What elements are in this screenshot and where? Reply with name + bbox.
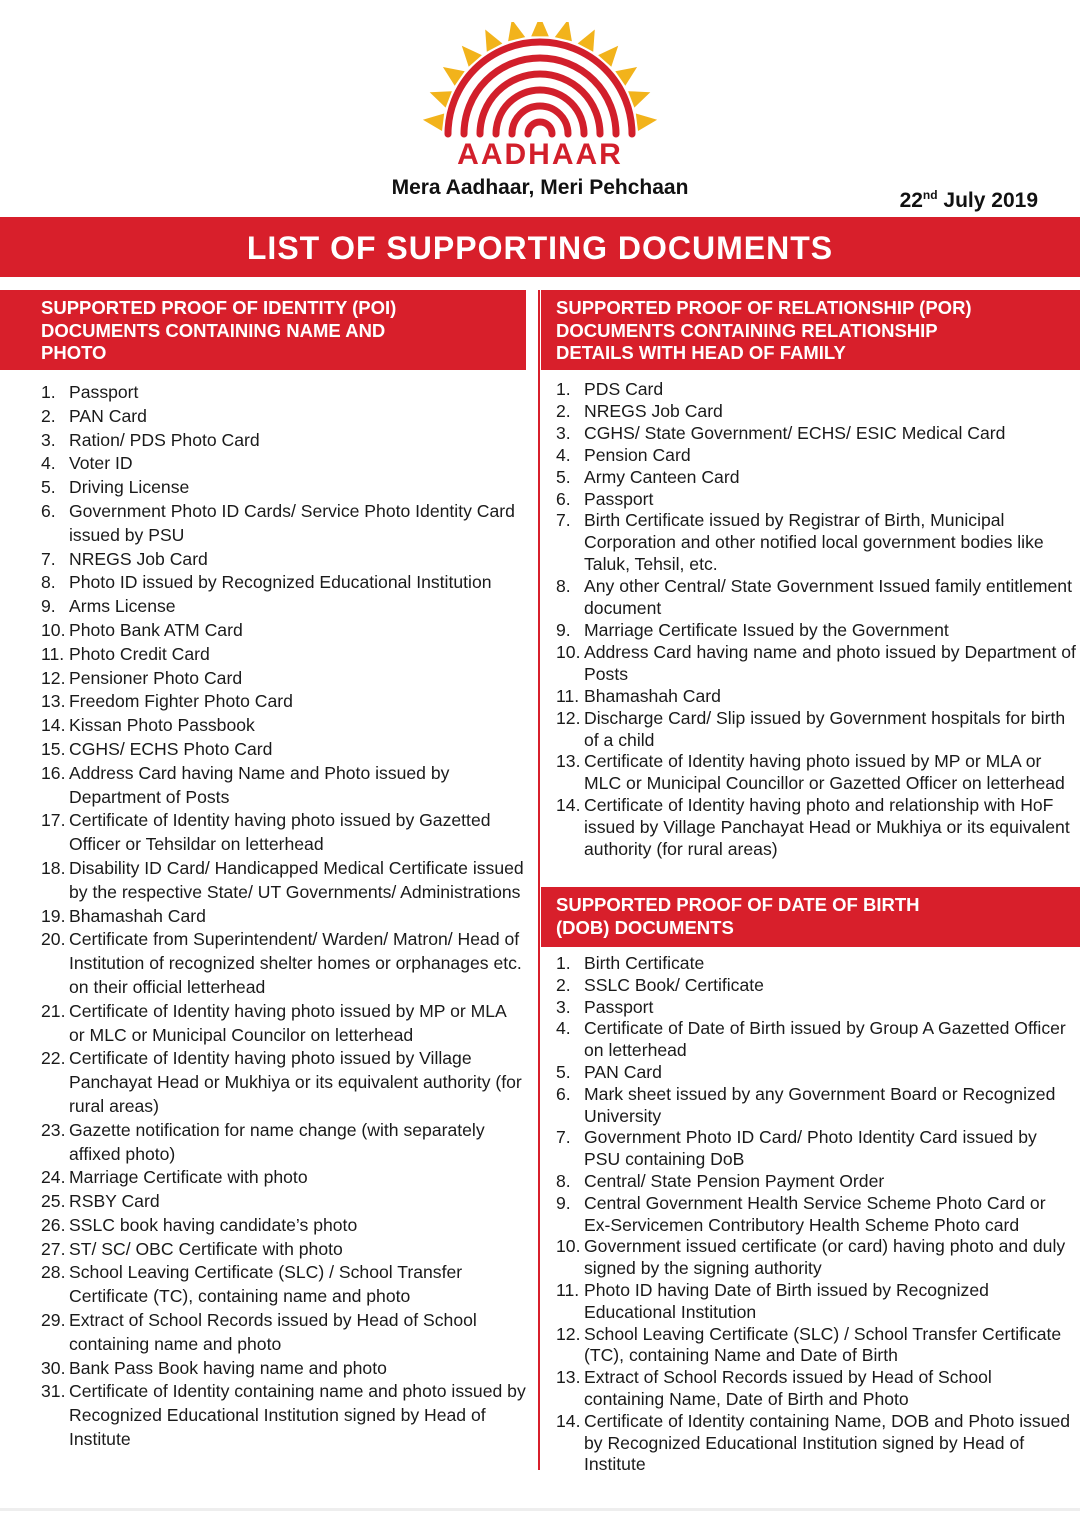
- list-item-text: Certificate of Date of Birth issued by Group A Gazetted Officer on letterhead: [584, 1018, 1066, 1061]
- list-item-text: Passport: [69, 382, 139, 402]
- list-item-number: 2.: [41, 405, 56, 426]
- list-item-number: 10.: [556, 1236, 581, 1257]
- list-item: [556, 1171, 1076, 1193]
- list-item-text: Pension Card: [584, 444, 691, 465]
- list-item-number: 29.: [41, 1310, 66, 1331]
- list-item-text: Address Card having Name and Photo issued by Department of Posts: [69, 762, 450, 807]
- list-item-text: NREGS Job Card: [69, 548, 208, 569]
- list-item-number: 11.: [556, 1279, 580, 1300]
- list-item: [556, 379, 1076, 401]
- list-item-number: 2.: [556, 974, 571, 995]
- list-item-text: Passport: [584, 488, 654, 509]
- list-item: [41, 1309, 526, 1357]
- list-item-number: 5.: [556, 1061, 571, 1082]
- list-item: [41, 1261, 526, 1309]
- list-item: [556, 1084, 1076, 1128]
- page-title: LIST OF SUPPORTING DOCUMENTS: [0, 217, 1080, 277]
- list-item-text: Government issued certificate (or card) having photo and duly signed by the signing authority: [584, 1236, 1066, 1279]
- dob-document-list: [556, 953, 1076, 1476]
- list-item-text: Photo Bank ATM Card: [69, 619, 243, 640]
- list-item: [41, 1190, 526, 1214]
- sun-ray: [508, 22, 525, 41]
- list-item-number: 8.: [41, 572, 56, 593]
- list-item: [41, 452, 526, 476]
- list-item: [41, 381, 526, 405]
- list-item-number: 23.: [41, 1119, 66, 1140]
- list-item-text: Extract of School Records issued by Head of School containing Name, Date of Birth and Photo: [584, 1367, 992, 1409]
- list-item-number: 6.: [556, 1083, 571, 1104]
- list-item-number: 11.: [41, 643, 65, 664]
- list-item-text: Any other Central/ State Government Issued family entitlement document: [584, 576, 1072, 619]
- list-item: [556, 510, 1076, 576]
- list-item-text: Certificate of Identity containing Name, DOB and Photo issued by Recognized Educational Institution signed by Head of Institute: [584, 1410, 1071, 1475]
- list-item-number: 10.: [41, 619, 66, 640]
- list-item: [556, 795, 1076, 861]
- list-item-text: CGHS/ ECHS Photo Card: [69, 738, 273, 759]
- list-item: [556, 686, 1076, 708]
- list-item-number: 13.: [556, 1367, 581, 1388]
- list-item-number: 9.: [556, 1192, 571, 1213]
- list-item: [556, 1236, 1076, 1280]
- list-item-text: Photo ID having Date of Birth issued by Recognized Educational Institution: [584, 1279, 989, 1322]
- list-item-text: SSLC book having candidate’s photo: [69, 1214, 358, 1235]
- list-item-number: 13.: [556, 751, 581, 772]
- list-item-text: School Leaving Certificate (SLC) / School Transfer Certificate (TC), containing name and photo: [69, 1262, 463, 1307]
- list-item: [41, 690, 526, 714]
- list-item: [41, 762, 526, 810]
- list-item-text: PDS Card: [584, 379, 664, 399]
- list-item-number: 3.: [556, 996, 571, 1017]
- list-item-number: 25.: [41, 1191, 66, 1212]
- list-item: [41, 1047, 526, 1118]
- sun-ray: [555, 22, 572, 41]
- list-item-number: 22.: [41, 1048, 66, 1069]
- list-item-text: SSLC Book/ Certificate: [584, 974, 764, 995]
- list-item-text: Certificate from Superintendent/ Warden/ Matron/ Head of Institution of recognized shelter homes or orphanages etc. on their official letterhead: [69, 929, 522, 997]
- list-item-number: 7.: [556, 510, 571, 531]
- list-item-text: NREGS Job Card: [584, 400, 723, 421]
- list-item-text: Marriage Certificate Issued by the Government: [584, 619, 949, 640]
- list-item-number: 8.: [556, 1170, 571, 1191]
- list-item-text: Kissan Photo Passbook: [69, 715, 255, 736]
- list-item-number: 31.: [41, 1381, 66, 1402]
- list-item: [41, 1238, 526, 1262]
- list-item-text: Mark sheet issued by any Government Board or Recognized University: [584, 1083, 1056, 1126]
- list-item-number: 19.: [41, 905, 66, 926]
- list-item-text: Marriage Certificate with photo: [69, 1167, 308, 1188]
- list-item-text: Gazette notification for name change (with separately affixed photo): [69, 1119, 485, 1164]
- list-item: [556, 997, 1076, 1019]
- list-item-number: 3.: [556, 422, 571, 443]
- list-item-text: Extract of School Records issued by Head of School containing name and photo: [69, 1310, 477, 1354]
- dob-section-heading: SUPPORTED PROOF OF DATE OF BIRTH (DOB) DOCUMENTS: [541, 887, 1080, 947]
- list-item: [556, 1062, 1076, 1084]
- list-item: [41, 928, 526, 999]
- tagline: Mera Aadhaar, Meri Pehchaan: [391, 176, 689, 199]
- list-item-text: Government Photo ID Cards/ Service Photo Identity Card issued by PSU: [69, 500, 515, 545]
- list-item-text: Government Photo ID Card/ Photo Identity Card issued by PSU containing DoB: [584, 1127, 1037, 1170]
- list-item-text: Bhamashah Card: [69, 905, 206, 926]
- list-item-text: ST/ SC/ OBC Certificate with photo: [69, 1238, 343, 1259]
- list-item-text: Ration/ PDS Photo Card: [69, 429, 260, 450]
- list-item: [556, 642, 1076, 686]
- list-item-number: 12.: [41, 667, 66, 688]
- list-item: [41, 1380, 526, 1451]
- list-item: [556, 1324, 1076, 1368]
- list-item-number: 14.: [41, 715, 66, 736]
- list-item-text: Arms License: [69, 596, 176, 617]
- list-item: [41, 1000, 526, 1048]
- list-item-text: School Leaving Certificate (SLC) / School Transfer Certificate (TC), containing Name and Date of Birth: [584, 1323, 1062, 1366]
- list-item-number: 8.: [556, 576, 571, 597]
- aadhaar-sun-fingerprint-icon: [420, 22, 660, 142]
- list-item-text: Birth Certificate: [584, 953, 705, 973]
- list-item-text: Pensioner Photo Card: [69, 667, 243, 688]
- list-item: [556, 1127, 1076, 1171]
- list-item-text: Bhamashah Card: [584, 685, 721, 706]
- list-item-text: Voter ID: [69, 453, 133, 474]
- list-item-number: 1.: [41, 382, 56, 402]
- list-item-text: Birth Certificate issued by Registrar of Birth, Municipal Corporation and other notified local government bodies like Taluk, Tehsil, etc.: [584, 510, 1044, 575]
- list-item-number: 24.: [41, 1167, 66, 1188]
- column-divider: [538, 290, 540, 1470]
- list-item-text: Photo Credit Card: [69, 643, 210, 664]
- bottom-rule: [0, 1508, 1080, 1511]
- list-item-text: Army Canteen Card: [584, 466, 740, 487]
- list-item-number: 20.: [41, 929, 66, 950]
- list-item-number: 14.: [556, 795, 581, 816]
- list-item-number: 12.: [556, 707, 581, 728]
- list-item: [41, 643, 526, 667]
- list-item: [41, 571, 526, 595]
- list-item: [41, 548, 526, 572]
- aadhaar-logo: [420, 22, 660, 172]
- list-item: [556, 751, 1076, 795]
- list-item-text: Central Government Health Service Scheme Photo Card or Ex-Servicemen Contributory Health Scheme Photo card: [584, 1192, 1046, 1235]
- sun-ray: [628, 91, 650, 107]
- list-item-number: 14.: [556, 1410, 581, 1431]
- list-item: [41, 857, 526, 905]
- list-item-number: 28.: [41, 1262, 66, 1283]
- list-item-text: Disability ID Card/ Handicapped Medical Certificate issued by the respective State/ UT Governments/ Administrations: [69, 857, 524, 902]
- sun-ray: [423, 114, 444, 132]
- list-item: [556, 620, 1076, 642]
- list-item: [556, 401, 1076, 423]
- list-item: [556, 1411, 1076, 1476]
- por-section-heading: SUPPORTED PROOF OF RELATIONSHIP (POR) DOCUMENTS CONTAINING RELATIONSHIP DETAILS WITH HEAD OF FAMILY: [541, 290, 1080, 370]
- list-item: [41, 500, 526, 548]
- list-item-number: 1.: [556, 379, 571, 399]
- list-item: [556, 576, 1076, 620]
- list-item-number: 17.: [41, 810, 66, 831]
- list-item-number: 30.: [41, 1357, 66, 1378]
- list-item-text: Central/ State Pension Payment Order: [584, 1170, 885, 1191]
- list-item: [556, 1280, 1076, 1324]
- list-item: [41, 1119, 526, 1167]
- list-item: [41, 1214, 526, 1238]
- logo-wordmark: AADHAAR: [457, 138, 623, 171]
- list-item-text: Passport: [584, 996, 654, 1017]
- list-item: [41, 595, 526, 619]
- list-item: [41, 809, 526, 857]
- list-item-text: Certificate of Identity having photo and relationship with HoF issued by Village Panchayat Head or Mukhiya or its equivalent authority (for rural areas): [584, 795, 1070, 860]
- list-item: [556, 467, 1076, 489]
- list-item-number: 6.: [556, 488, 571, 509]
- sun-ray: [531, 22, 549, 36]
- list-item: [556, 489, 1076, 511]
- list-item-number: 13.: [41, 691, 66, 712]
- list-item-number: 10.: [556, 641, 581, 662]
- list-item-number: 16.: [41, 762, 66, 783]
- list-item-number: 4.: [41, 453, 56, 474]
- list-item-number: 11.: [556, 685, 580, 706]
- sun-ray: [430, 91, 452, 107]
- list-item: [41, 405, 526, 429]
- list-item: [41, 476, 526, 500]
- por-document-list: [556, 379, 1076, 861]
- list-item: [556, 1193, 1076, 1237]
- list-item-number: 4.: [556, 444, 571, 465]
- list-item: [556, 953, 1076, 975]
- list-item-number: 9.: [556, 619, 571, 640]
- list-item: [41, 667, 526, 691]
- list-item-number: 1.: [556, 953, 571, 973]
- list-item-text: Certificate of Identity having photo issued by Gazetted Officer or Tehsildar on letterhead: [69, 810, 491, 855]
- list-item-text: Certificate of Identity having photo issued by MP or MLA or MLC or Municipal Councillor or Gazetted Officer on letterhead: [584, 751, 1065, 794]
- list-item-number: 4.: [556, 1018, 571, 1039]
- list-item-number: 15.: [41, 738, 66, 759]
- list-item-text: Photo ID issued by Recognized Educational Institution: [69, 572, 492, 593]
- list-item-text: RSBY Card: [69, 1191, 160, 1212]
- list-item-text: Bank Pass Book having name and photo: [69, 1357, 387, 1378]
- poi-section-heading: SUPPORTED PROOF OF IDENTITY (POI) DOCUMENTS CONTAINING NAME AND PHOTO: [0, 290, 526, 370]
- list-item: [41, 1357, 526, 1381]
- sun-ray: [636, 114, 657, 132]
- list-item-text: PAN Card: [69, 405, 147, 426]
- list-item-number: 3.: [41, 429, 56, 450]
- list-item-text: Freedom Fighter Photo Card: [69, 691, 293, 712]
- list-item-text: Address Card having name and photo issued by Department of Posts: [584, 641, 1076, 684]
- list-item-number: 21.: [41, 1000, 66, 1021]
- list-item-number: 27.: [41, 1238, 66, 1259]
- list-item-text: Certificate of Identity containing name and photo issued by Recognized Educational Institution signed by Head of Institute: [69, 1381, 526, 1450]
- poi-document-list: [41, 381, 526, 1452]
- list-item: [556, 708, 1076, 752]
- list-item: [41, 429, 526, 453]
- list-item-number: 18.: [41, 857, 66, 878]
- document-date: 22nd July 2019: [899, 188, 1038, 212]
- list-item: [41, 1166, 526, 1190]
- list-item: [556, 423, 1076, 445]
- list-item-number: 5.: [41, 477, 56, 498]
- list-item: [556, 1018, 1076, 1062]
- list-item-text: PAN Card: [584, 1061, 662, 1082]
- list-item: [41, 738, 526, 762]
- list-item-number: 26.: [41, 1214, 66, 1235]
- list-item-text: CGHS/ State Government/ ECHS/ ESIC Medical Card: [584, 422, 1006, 443]
- list-item: [41, 714, 526, 738]
- list-item-number: 7.: [556, 1127, 571, 1148]
- list-item-number: 9.: [41, 596, 56, 617]
- list-item-number: 2.: [556, 400, 571, 421]
- list-item-text: Driving License: [69, 477, 190, 498]
- list-item: [556, 975, 1076, 997]
- list-item: [556, 445, 1076, 467]
- list-item: [41, 619, 526, 643]
- list-item-text: Discharge Card/ Slip issued by Government hospitals for birth of a child: [584, 707, 1066, 750]
- list-item-text: Certificate of Identity having photo issued by MP or MLA or MLC or Municipal Councilor on letterhead: [69, 1000, 506, 1045]
- list-item-number: 7.: [41, 548, 56, 569]
- list-item: [41, 905, 526, 929]
- list-item: [556, 1367, 1076, 1411]
- list-item-number: 12.: [556, 1323, 581, 1344]
- list-item-number: 6.: [41, 500, 56, 521]
- list-item-number: 5.: [556, 466, 571, 487]
- list-item-text: Certificate of Identity having photo issued by Village Panchayat Head or Mukhiya or its equivalent authority (for rural areas): [69, 1048, 522, 1116]
